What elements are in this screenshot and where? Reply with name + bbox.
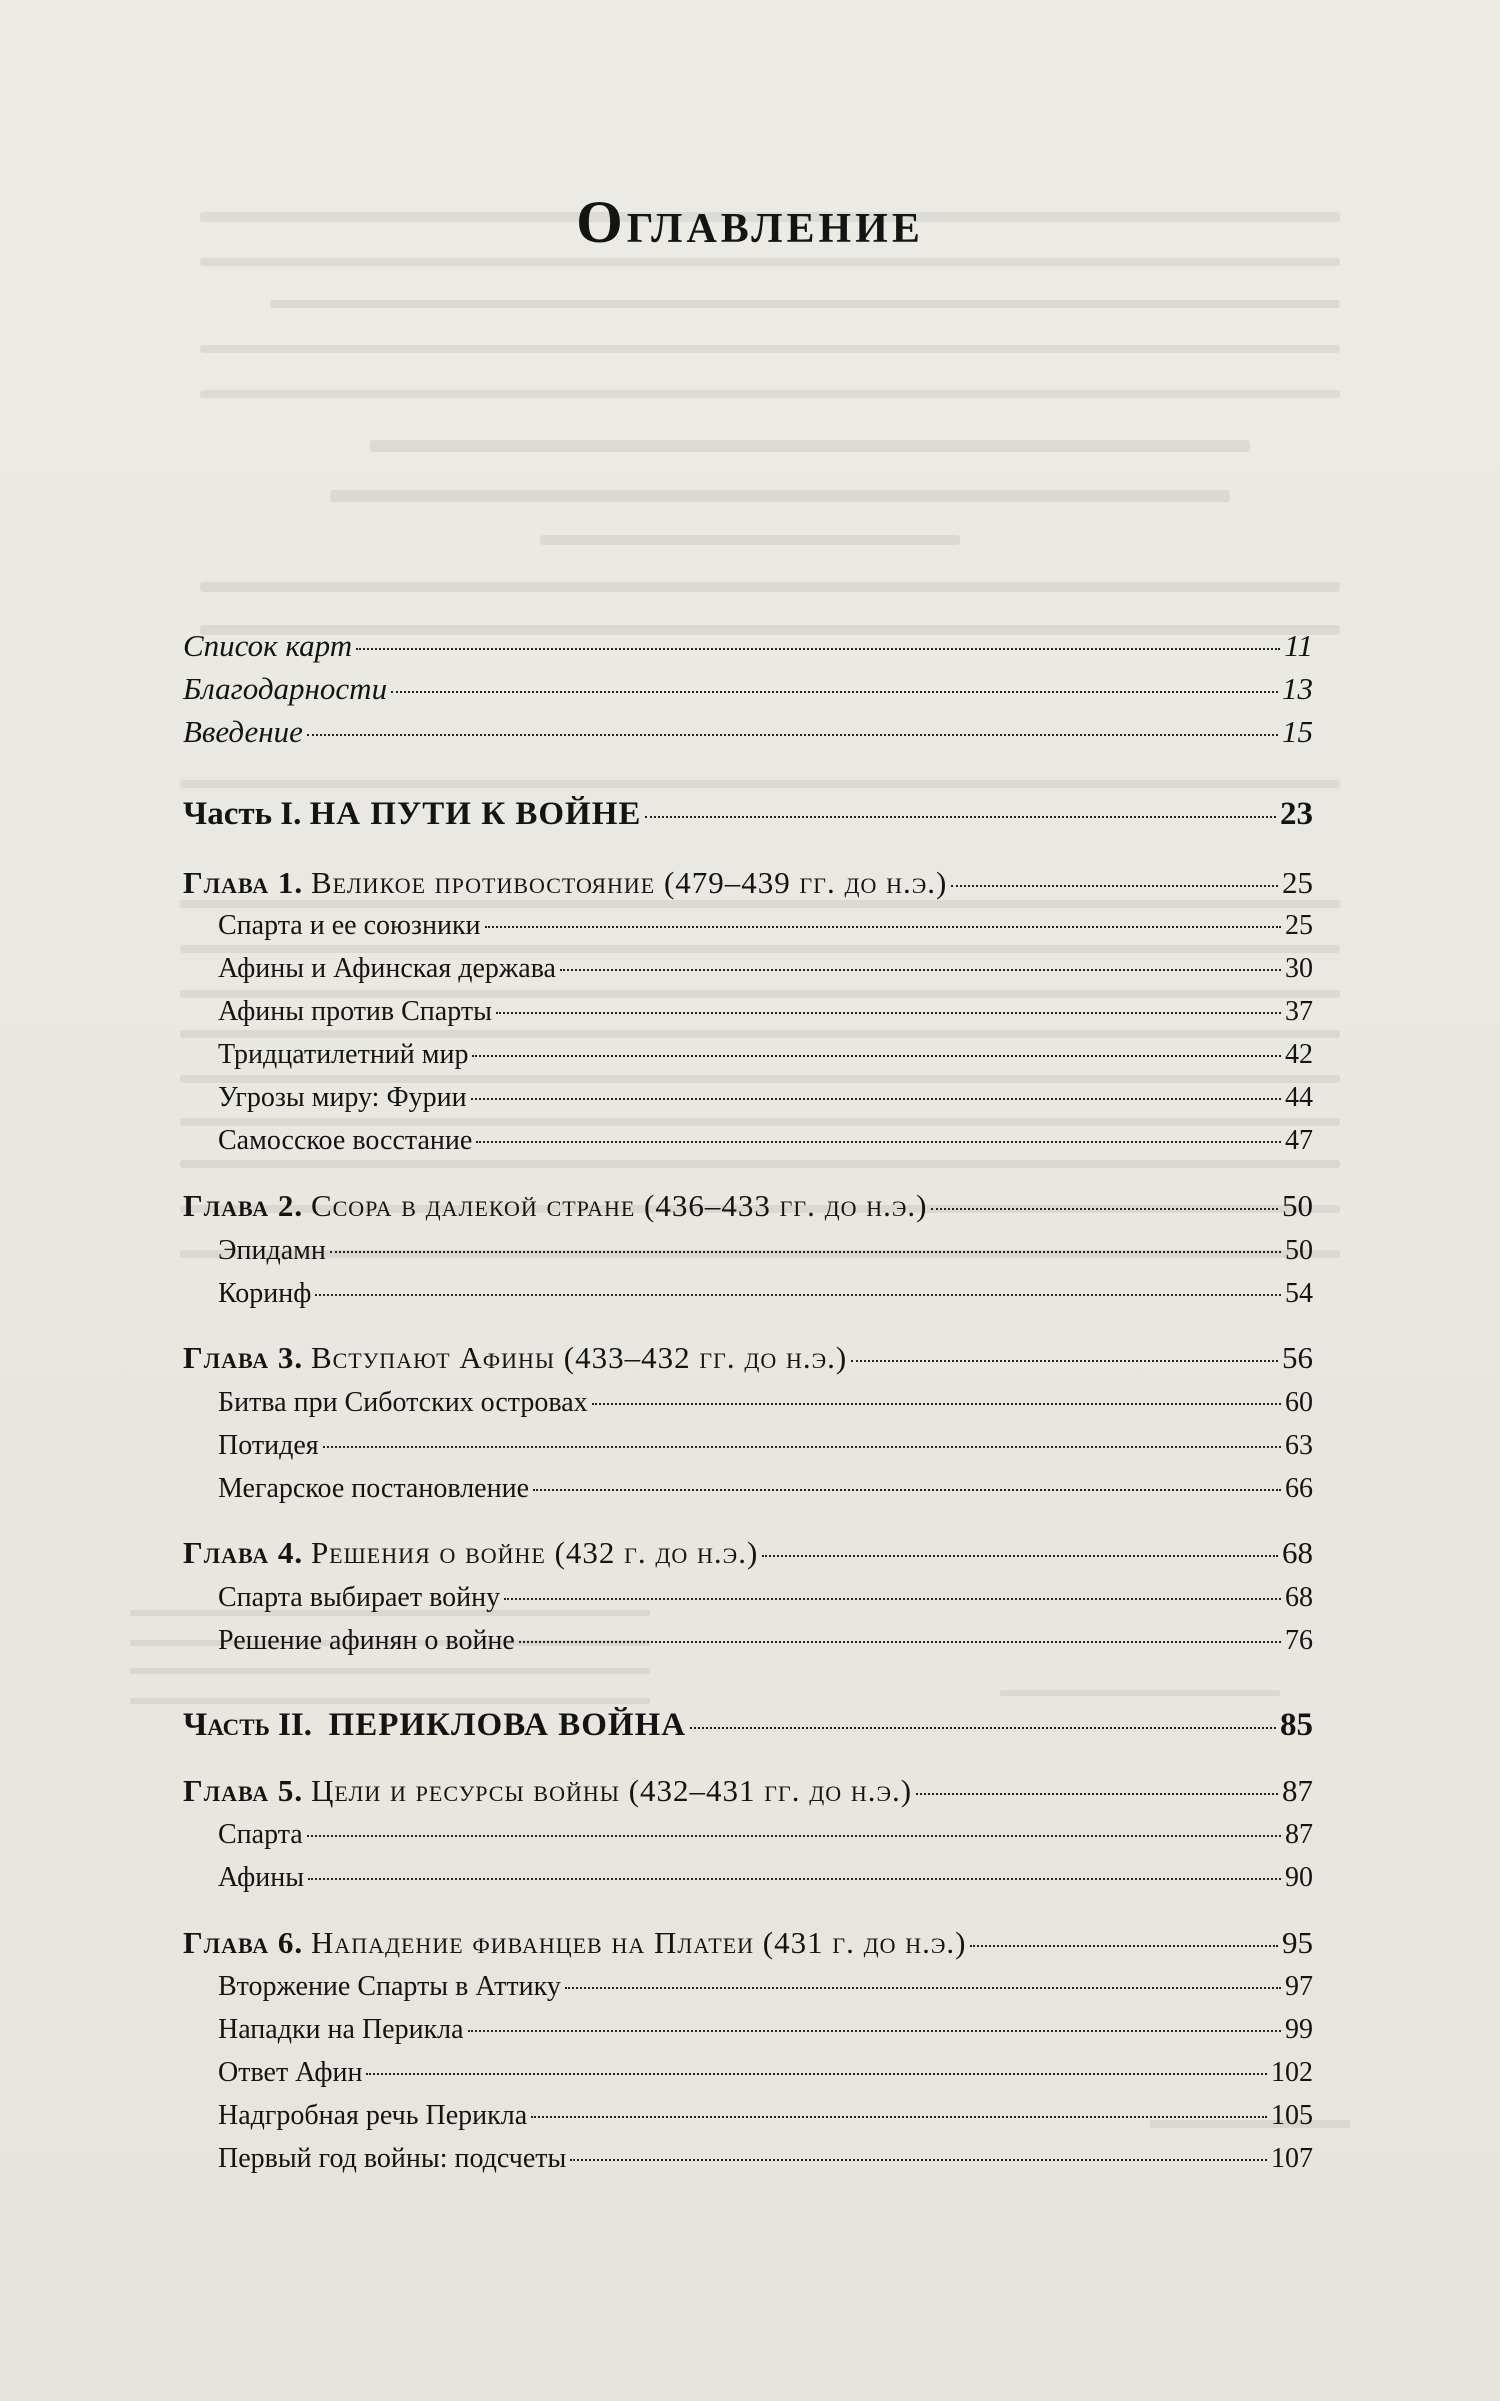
section-title: Спарта выбирает войну	[218, 1582, 501, 1613]
toc-entry-title: Список карт	[183, 628, 353, 663]
dot-leader	[916, 1793, 1278, 1795]
section-title: Потидея	[218, 1430, 319, 1461]
toc-page-number: 44	[1285, 1082, 1313, 1113]
dot-leader	[690, 1727, 1276, 1729]
dot-leader	[323, 1446, 1281, 1448]
toc-page-number: 30	[1285, 953, 1313, 984]
toc-entry-front	[183, 714, 1313, 750]
toc-page-number: 15	[1282, 714, 1313, 749]
toc-part-heading	[183, 1707, 1313, 1744]
toc-entry-front	[183, 671, 1313, 707]
toc-section	[218, 953, 1313, 985]
section-title: Спарта и ее союзники	[218, 910, 481, 941]
toc-section	[218, 2143, 1313, 2175]
toc-page-number: 90	[1285, 1862, 1313, 1893]
chapter-label: Глава 2.	[183, 1188, 304, 1223]
dot-leader	[472, 1055, 1281, 1057]
toc-page-number: 68	[1282, 1535, 1313, 1570]
dot-leader	[471, 1098, 1281, 1100]
dot-leader	[645, 816, 1276, 818]
toc-chapter	[183, 1773, 1313, 1809]
toc-section	[218, 1819, 1313, 1851]
section-title: Афины	[218, 1862, 305, 1893]
toc-page-number: 68	[1285, 1582, 1313, 1613]
dot-leader	[330, 1251, 1281, 1253]
toc-section	[218, 2014, 1313, 2046]
toc-page-number: 50	[1282, 1188, 1313, 1223]
toc-page-number: 87	[1285, 1819, 1313, 1850]
toc-page-number: 99	[1285, 2014, 1313, 2045]
toc-page-number: 107	[1271, 2143, 1313, 2174]
section-title: Афины и Афинская держава	[218, 953, 556, 984]
part-title: НА ПУТИ К ВОЙНЕ	[309, 796, 642, 832]
dot-leader	[519, 1641, 1281, 1643]
toc-entry-front	[183, 628, 1313, 664]
toc-page-number: 102	[1271, 2057, 1313, 2088]
dot-leader	[970, 1945, 1278, 1947]
toc-chapter	[183, 1340, 1313, 1376]
part-title: ПЕРИКЛОВА ВОЙНА	[328, 1707, 687, 1743]
toc-part-heading	[183, 796, 1313, 833]
dot-leader	[307, 734, 1278, 736]
toc-page-number: 60	[1285, 1387, 1313, 1418]
toc-page-number: 54	[1285, 1278, 1313, 1309]
chapter-label: Глава 6.	[183, 1925, 304, 1960]
toc-page-number: 87	[1282, 1773, 1313, 1808]
toc-chapter	[183, 865, 1313, 901]
toc-page-number: 42	[1285, 1039, 1313, 1070]
dot-leader	[307, 1835, 1281, 1837]
toc-page-number: 95	[1282, 1925, 1313, 1960]
section-title: Самосское восстание	[218, 1125, 473, 1156]
dot-leader	[592, 1403, 1281, 1405]
dot-leader	[560, 969, 1281, 971]
toc-section	[218, 1278, 1313, 1310]
dot-leader	[496, 1012, 1281, 1014]
toc-section	[218, 1430, 1313, 1462]
toc-section	[218, 910, 1313, 942]
toc-section	[218, 1971, 1313, 2003]
chapter-title: Великое противостояние (479–439 гг. до н.э.)	[310, 865, 948, 900]
toc-entry-title: Введение	[183, 714, 303, 749]
section-title: Коринф	[218, 1278, 312, 1309]
chapter-title: Решения о войне (432 г. до н.э.)	[310, 1535, 759, 1570]
toc-chapter	[183, 1925, 1313, 1961]
dot-leader	[931, 1208, 1278, 1210]
part-label: Часть II.	[183, 1707, 313, 1743]
toc-section	[218, 1082, 1313, 1114]
dot-leader	[468, 2030, 1281, 2032]
toc-section	[218, 1235, 1313, 1267]
chapter-label: Глава 1.	[183, 865, 304, 900]
toc-section	[218, 1473, 1313, 1505]
dot-leader	[531, 2116, 1267, 2118]
toc-section	[218, 1387, 1313, 1419]
section-title: Нападки на Перикла	[218, 2014, 464, 2045]
dot-leader	[391, 691, 1278, 693]
toc-page-number: 47	[1285, 1125, 1313, 1156]
toc-section	[218, 1862, 1313, 1894]
dot-leader	[851, 1360, 1278, 1362]
toc-page-number: 105	[1271, 2100, 1313, 2131]
section-title: Угрозы миру: Фурии	[218, 1082, 467, 1113]
chapter-title: Цели и ресурсы войны (432–431 гг. до н.э.)	[310, 1773, 913, 1808]
chapter-label: Глава 3.	[183, 1340, 304, 1375]
section-title: Битва при Сиботских островах	[218, 1387, 588, 1418]
dot-leader	[485, 926, 1281, 928]
toc-section	[218, 2100, 1313, 2132]
section-title: Ответ Афин	[218, 2057, 363, 2088]
page-title: Оглавление	[576, 189, 924, 255]
section-title: Мегарское постановление	[218, 1473, 529, 1504]
dot-leader	[762, 1555, 1278, 1557]
toc-page-number: 25	[1285, 910, 1313, 941]
dot-leader	[533, 1489, 1281, 1491]
dot-leader	[570, 2159, 1267, 2161]
toc-page-number: 85	[1280, 1707, 1313, 1743]
toc-page-number: 76	[1285, 1625, 1313, 1656]
dot-leader	[565, 1987, 1281, 1989]
section-title: Спарта	[218, 1819, 303, 1850]
chapter-label: Глава 4.	[183, 1535, 304, 1570]
toc-chapter	[183, 1535, 1313, 1571]
toc-page-number: 25	[1282, 865, 1313, 900]
toc-section	[218, 996, 1313, 1028]
dot-leader	[951, 885, 1278, 887]
toc-page-number: 63	[1285, 1430, 1313, 1461]
toc-section	[218, 1125, 1313, 1157]
toc-entry-title: Благодарности	[183, 671, 388, 706]
toc-page-number: 23	[1280, 796, 1313, 832]
dot-leader	[476, 1141, 1281, 1143]
chapter-title: Ссора в далекой стране (436–433 гг. до н.э.)	[310, 1188, 928, 1223]
dot-leader	[366, 2073, 1267, 2075]
toc-page-number: 11	[1284, 628, 1313, 663]
chapter-title: Нападение фиванцев на Платеи (431 г. до н.э.)	[310, 1925, 967, 1960]
toc-chapter	[183, 1188, 1313, 1224]
toc-page-number: 50	[1285, 1235, 1313, 1266]
section-title: Надгробная речь Перикла	[218, 2100, 528, 2131]
dot-leader	[356, 648, 1280, 650]
toc-page-number: 13	[1282, 671, 1313, 706]
toc-page-number: 97	[1285, 1971, 1313, 2002]
section-title: Афины против Спарты	[218, 996, 492, 1027]
section-title: Первый год войны: подсчеты	[218, 2143, 567, 2174]
section-title: Тридцатилетний мир	[218, 1039, 469, 1070]
chapter-title: Вступают Афины (433–432 гг. до н.э.)	[310, 1340, 848, 1375]
dot-leader	[315, 1294, 1281, 1296]
toc-page-number: 56	[1282, 1340, 1313, 1375]
toc-page-number: 66	[1285, 1473, 1313, 1504]
toc-section	[218, 1039, 1313, 1071]
toc-section	[218, 1625, 1313, 1657]
toc-section	[218, 2057, 1313, 2089]
part-label: Часть I.	[183, 796, 302, 832]
section-title: Вторжение Спарты в Аттику	[218, 1971, 561, 2002]
toc-page-number: 37	[1285, 996, 1313, 1027]
section-title: Решение афинян о войне	[218, 1625, 515, 1656]
dot-leader	[504, 1598, 1281, 1600]
section-title: Эпидамн	[218, 1235, 326, 1266]
toc-section	[218, 1582, 1313, 1614]
chapter-label: Глава 5.	[183, 1773, 304, 1808]
dot-leader	[308, 1878, 1281, 1880]
